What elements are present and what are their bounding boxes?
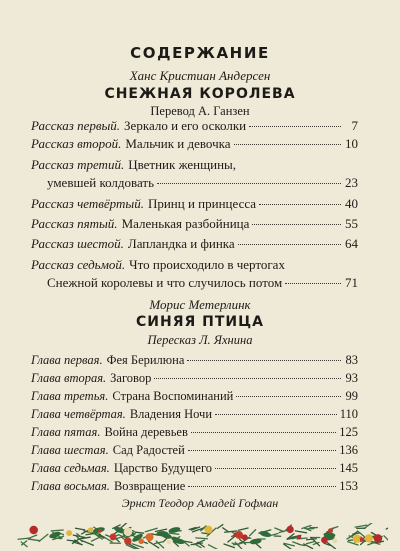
toc-entry-continuation[interactable] xyxy=(47,275,358,293)
entry-title: Маленькая разбойница xyxy=(121,216,250,231)
entry-label: Рассказ второй. xyxy=(31,136,122,151)
entry-title: Принц и принцесса xyxy=(147,196,257,211)
work-title-blue-bird: СИНЯЯ ПТИЦА xyxy=(136,314,264,330)
toc-entry[interactable] xyxy=(31,216,358,234)
entry-title: Сад Радостей xyxy=(112,443,185,457)
leader-dots xyxy=(215,414,337,415)
entry-page-number: 55 xyxy=(345,216,358,231)
entry-page-number: 7 xyxy=(351,118,358,133)
leader-dots xyxy=(234,144,341,145)
translator-ganzen-text: Перевод А. Ганзен xyxy=(150,104,250,118)
entry-title: Что происходило в чертогах xyxy=(129,257,285,272)
leader-dots xyxy=(249,126,341,127)
entry-label: Рассказ шестой. xyxy=(31,236,124,251)
entry-page-number: 64 xyxy=(345,236,358,251)
leader-dots xyxy=(157,183,341,184)
entry-label: Глава вторая. xyxy=(31,371,107,385)
entry-label: Рассказ третий. xyxy=(31,157,125,172)
toc-entry[interactable] xyxy=(31,389,358,405)
leader-dots xyxy=(238,244,341,245)
entry-page-number: 93 xyxy=(345,371,358,385)
leader-dots xyxy=(187,360,341,361)
entry-title: Фея Берилюна xyxy=(106,353,185,367)
leader-dots xyxy=(236,396,341,397)
garland-bottom-decoration xyxy=(12,523,388,549)
entry-title-continuation: умевшей колдовать xyxy=(47,175,155,190)
entry-title: Владения Ночи xyxy=(129,407,213,421)
entry-page-number: 145 xyxy=(339,461,358,475)
leader-dots xyxy=(252,224,341,225)
author-maeterlinck: Морис Метерлинк xyxy=(149,297,251,312)
toc-entry[interactable] xyxy=(31,257,358,275)
entry-title: Зеркало и его осколки xyxy=(124,118,247,133)
entry-title: Страна Воспоминаний xyxy=(112,389,234,403)
leader-dots xyxy=(154,378,341,379)
toc-entry[interactable] xyxy=(31,479,358,495)
entry-page-number: 110 xyxy=(339,407,358,421)
toc-entry[interactable] xyxy=(31,443,358,459)
entry-label: Рассказ седьмой. xyxy=(31,257,126,272)
entry-title-continuation: Снежной королевы и что случилось потом xyxy=(47,275,283,290)
entry-title: Царство Будущего xyxy=(113,461,213,475)
entry-label: Глава седьмая. xyxy=(31,461,110,475)
entry-title: Война деревьев xyxy=(104,425,188,439)
entry-page-number: 40 xyxy=(345,196,358,211)
leader-dots xyxy=(188,486,336,487)
entry-label: Рассказ четвёртый. xyxy=(31,196,144,211)
toc-entry[interactable] xyxy=(31,461,358,477)
entry-label: Глава третья. xyxy=(31,389,109,403)
entry-page-number: 153 xyxy=(339,479,358,493)
entry-page-number: 136 xyxy=(339,443,358,457)
entry-page-number: 71 xyxy=(345,275,358,290)
toc-entry[interactable] xyxy=(31,236,358,254)
entry-title: Заговор xyxy=(110,371,152,385)
work-title-snow-queen: СНЕЖНАЯ КОРОЛЕВА xyxy=(104,86,296,102)
entry-title: Лапландка и финка xyxy=(127,236,235,251)
garland-top-decoration xyxy=(12,6,388,32)
entry-page-number: 99 xyxy=(345,389,358,403)
entry-page-number: 23 xyxy=(345,175,358,190)
entry-label: Глава четвёртая. xyxy=(31,407,126,421)
author-hoffmann: Эрнст Теодор Амадей Гофман xyxy=(121,496,279,510)
leader-dots xyxy=(259,204,341,205)
translator-ganzen xyxy=(0,104,400,119)
entry-title: Цветник женщины, xyxy=(128,157,237,172)
entry-label: Рассказ пятый. xyxy=(31,216,118,231)
author-andersen: Ханс Кристиан Андерсен xyxy=(129,68,271,83)
toc-entry[interactable] xyxy=(31,371,358,387)
entry-title: Возвращение xyxy=(113,479,186,493)
leader-dots xyxy=(215,468,336,469)
entry-page-number: 10 xyxy=(345,136,358,151)
contents-title: СОДЕРЖАНИЕ xyxy=(130,44,270,62)
toc-entry[interactable] xyxy=(31,425,358,441)
toc-entry[interactable] xyxy=(31,118,358,136)
toc-entry[interactable] xyxy=(31,157,358,175)
toc-entry[interactable] xyxy=(31,196,358,214)
entry-page-number: 125 xyxy=(339,425,358,439)
leader-dots xyxy=(191,432,336,433)
toc-entry-continuation[interactable] xyxy=(47,175,358,193)
entry-label: Глава шестая. xyxy=(31,443,109,457)
entry-label: Глава первая. xyxy=(31,353,103,367)
toc-entry[interactable] xyxy=(31,353,358,369)
toc-entry[interactable] xyxy=(31,136,358,154)
garland-top-image xyxy=(12,6,388,32)
translator-yakhnin-1: Пересказ Л. Яхнина xyxy=(147,333,253,347)
entry-label: Глава пятая. xyxy=(31,425,101,439)
entry-label: Рассказ первый. xyxy=(31,118,121,133)
leader-dots xyxy=(285,283,341,284)
entry-label: Глава восьмая. xyxy=(31,479,110,493)
leader-dots xyxy=(188,450,336,451)
toc-entry[interactable] xyxy=(31,407,358,423)
garland-bottom-image xyxy=(12,523,388,549)
entry-title: Мальчик и девочка xyxy=(125,136,231,151)
entry-page-number: 83 xyxy=(345,353,358,367)
